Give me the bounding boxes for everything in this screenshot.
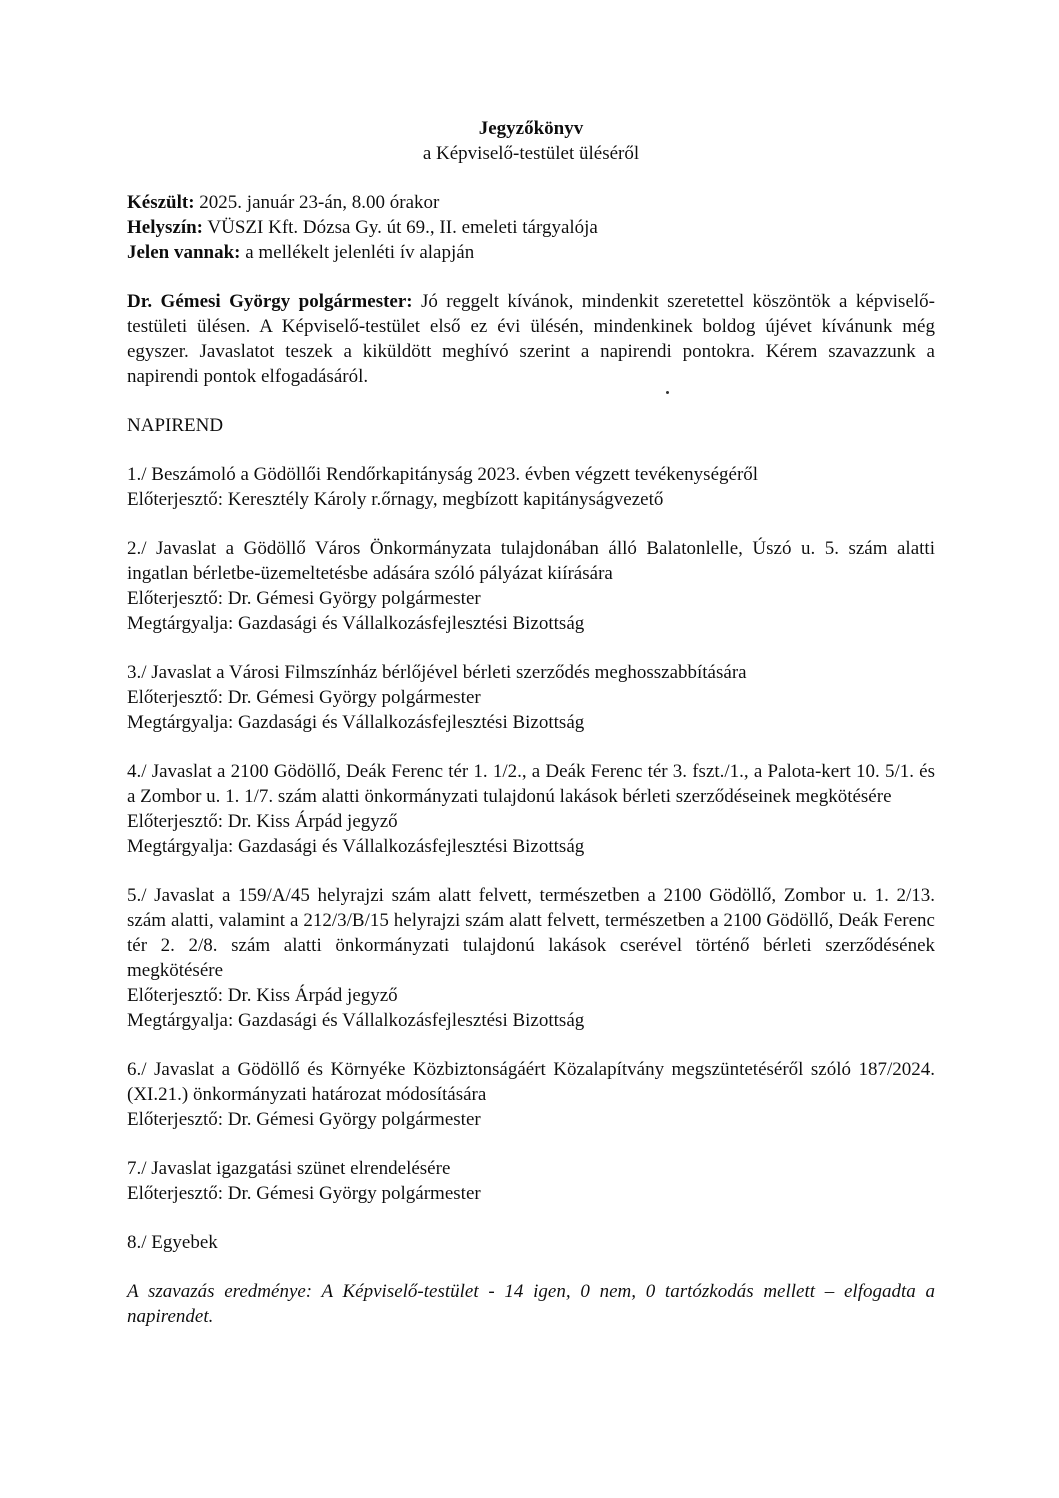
agenda-item-title: 2./ Javaslat a Gödöllő Város Önkormányzata tulajdonában álló Balatonlelle, Úszó u. 5. szám alatti ingatlan bérletbe-üzemeltetésbe adására szóló pályázat kiírására [127, 538, 935, 584]
document-subtitle: a Képviselő-testület üléséről [422, 143, 640, 164]
agenda-item-presenter: Előterjesztő: Dr. Gémesi György polgármester [127, 1183, 481, 1204]
agenda-item-6 [127, 1057, 935, 1132]
agenda-item-title: 7./ Javaslat igazgatási szünet elrendelésére [127, 1158, 451, 1179]
document-header [127, 116, 935, 166]
agenda-item-title: 4./ Javaslat a 2100 Gödöllő, Deák Ferenc tér 1. 1/2., a Deák Ferenc tér 3. fszt./1., a Palota-kert 10. 5/1. és a Zombor u. 1. 1/7. szám alatti önkormányzati tulajdonú lakások bérleti szerződéseinek megkötésére [127, 761, 935, 807]
meta-label: Jelen vannak: [127, 242, 241, 263]
meta-line-keszult [127, 190, 935, 215]
agenda-item-committee: Megtárgyalja: Gazdasági és Vállalkozásfejlesztési Bizottság [127, 712, 585, 733]
meta-label: Helyszín: [127, 217, 203, 238]
agenda-item-presenter: Előterjesztő: Dr. Gémesi György polgármester [127, 588, 481, 609]
agenda-item-committee: Megtárgyalja: Gazdasági és Vállalkozásfejlesztési Bizottság [127, 836, 585, 857]
agenda-item-1 [127, 462, 935, 512]
speaker-name: Dr. Gémesi György polgármester: [127, 291, 413, 312]
opening-text: Jó reggelt kívánok, mindenkit szeretettel köszöntök a képviselő-testületi ülésen. A Képviselő-testület első ez évi ülésén, mindenkinek boldog újévet kívánunk még egyszer. Javaslatot teszek a kiküldött meghívó szerint a napirendi pontokra. Kérem szavazzunk a napirendi pontok elfogadásáról. [127, 291, 935, 387]
agenda-item-title: 8./ Egyebek [127, 1232, 218, 1253]
agenda-item-4 [127, 759, 935, 859]
agenda-item-title: 5./ Javaslat a 159/A/45 helyrajzi szám alatt felvett, természetben a 2100 Gödöllő, Zombor u. 1. 2/13. szám alatti, valamint a 212/3/B/15 helyrajzi szám alatt felvett, természetben a 2100 Gödöllő, Deák Ferenc tér 2. 2/8. szám alatti önkormányzati tulajdonú lakások cserével történő bérleti szerződésének megkötésére [127, 885, 935, 981]
agenda-item-presenter: Előterjesztő: Dr. Kiss Árpád jegyző [127, 985, 398, 1006]
vote-result: A szavazás eredménye: A Képviselő-testület - 14 igen, 0 nem, 0 tartózkodás mellett – elfogadta a napirendet. [127, 1281, 935, 1327]
agenda-item-presenter: Előterjesztő: Keresztély Károly r.őrnagy, megbízott kapitányságvezető [127, 489, 664, 510]
meta-value: a mellékelt jelenléti ív alapján [240, 242, 475, 263]
agenda-item-presenter: Előterjesztő: Dr. Kiss Árpád jegyző [127, 811, 398, 832]
agenda-item-title: 1./ Beszámoló a Gödöllői Rendőrkapitányság 2023. évben végzett tevékenységéről [127, 464, 759, 485]
agenda-item-title: 3./ Javaslat a Városi Filmszínház bérlőjével bérleti szerződés meghosszabbítására [127, 662, 747, 683]
agenda-item-presenter: Előterjesztő: Dr. Gémesi György polgármester [127, 1109, 481, 1130]
meta-block [127, 190, 935, 265]
meta-label: Készült: [127, 192, 195, 213]
agenda-item-title: 6./ Javaslat a Gödöllő és Környéke Közbiztonságáért Közalapítvány megszüntetéséről szóló 187/2024.(XI.21.) önkormányzati határozat módosítására [127, 1059, 935, 1105]
meta-value: 2025. január 23-án, 8.00 órakor [194, 192, 440, 213]
meta-line-helyszin [127, 215, 935, 240]
agenda-item-2 [127, 536, 935, 636]
scan-artifact-dot [666, 391, 669, 394]
document-title: Jegyzőkönyv [478, 118, 584, 139]
meta-line-jelen-vannak [127, 240, 935, 265]
meta-value: VÜSZI Kft. Dózsa Gy. út 69., II. emeleti tárgyalója [203, 217, 598, 238]
agenda-heading: NAPIREND [127, 415, 224, 436]
agenda-item-committee: Megtárgyalja: Gazdasági és Vállalkozásfejlesztési Bizottság [127, 613, 585, 634]
agenda-item-5 [127, 883, 935, 1033]
agenda-item-3 [127, 660, 935, 735]
opening-paragraph [127, 289, 935, 389]
agenda-item-presenter: Előterjesztő: Dr. Gémesi György polgármester [127, 687, 481, 708]
agenda-item-committee: Megtárgyalja: Gazdasági és Vállalkozásfejlesztési Bizottság [127, 1010, 585, 1031]
agenda-item-8 [127, 1230, 935, 1255]
agenda-item-7 [127, 1156, 935, 1206]
